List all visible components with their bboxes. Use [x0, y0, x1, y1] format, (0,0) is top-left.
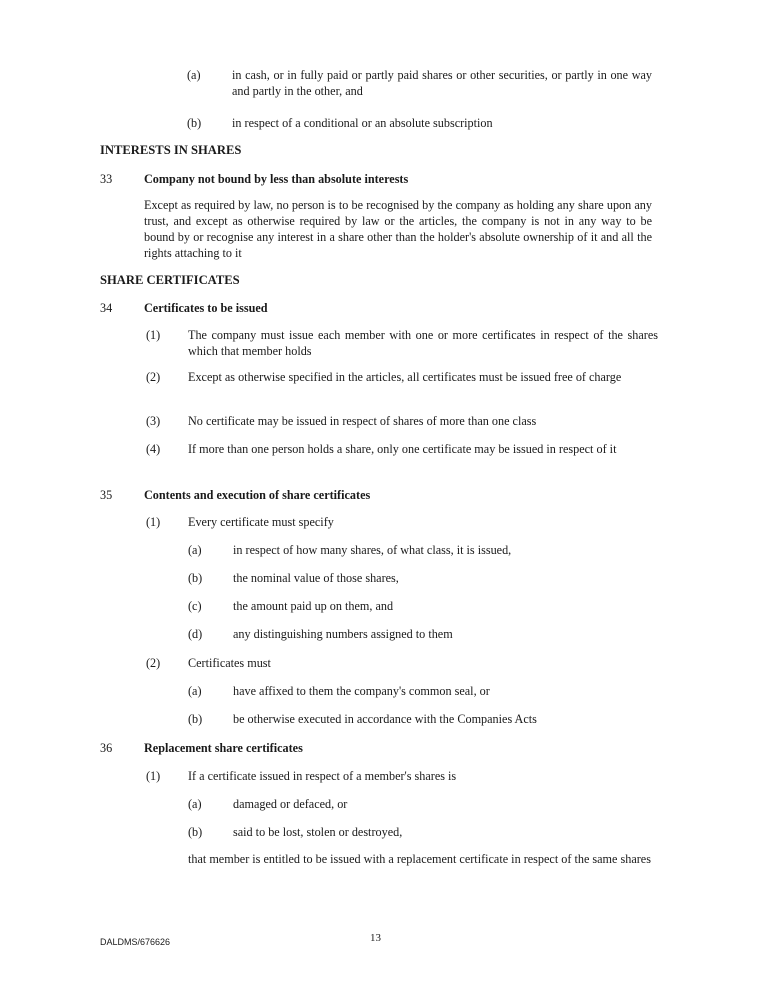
article-34-item-1-text: The company must issue each member with one or more certificates in respect of the shares which that member holds [188, 328, 658, 358]
article-35-p2-item-a-marker: (a) [188, 684, 202, 698]
article-35-number: 35 [100, 488, 113, 502]
footer-page-number: 13 [370, 932, 381, 944]
article-36-p1-item-a-marker: (a) [188, 797, 202, 811]
article-35-p1-item-b-text: the nominal value of those shares, [233, 571, 399, 585]
section-heading-interests: INTERESTS IN SHARES [100, 143, 242, 157]
article-34-item-2-marker: (2) [146, 370, 161, 384]
top-item-b-marker: (b) [187, 116, 202, 130]
article-36-p1-item-b-text: said to be lost, stolen or destroyed, [233, 825, 403, 839]
article-35-p2-marker: (2) [146, 656, 161, 670]
article-35-p1-item-a-marker: (a) [188, 543, 202, 557]
article-36-number: 36 [100, 741, 113, 755]
top-item-b-text: in respect of a conditional or an absolute subscription [232, 116, 493, 130]
article-34-item-3-marker: (3) [146, 414, 161, 428]
top-item-a-text: in cash, or in fully paid or partly paid shares or other securities, or partly in one way and partly in the other, and [232, 68, 652, 98]
article-35-p1-text: Every certificate must specify [188, 515, 334, 529]
article-34-item-3-text: No certificate may be issued in respect of shares of more than one class [188, 414, 537, 428]
top-item-a-marker: (a) [187, 68, 201, 82]
article-36-p1-item-a-text: damaged or defaced, or [233, 797, 348, 811]
article-33-body: Except as required by law, no person is to be recognised by the company as holding any share upon any trust, and except as otherwise required by law or the articles, the company is not in any way to be bound by or recognise any interest in a share other than the holder's absolute ownership of it and all the rights attaching to it [144, 198, 652, 260]
article-36-title: Replacement share certificates [144, 741, 303, 755]
article-34-item-4-text: If more than one person holds a share, only one certificate may be issued in respect of it [188, 442, 617, 456]
article-35-p2-text: Certificates must [188, 656, 271, 670]
article-34-item-1-marker: (1) [146, 328, 161, 342]
article-35-p1-item-d-text: any distinguishing numbers assigned to them [233, 627, 453, 641]
article-35-p1-item-c-marker: (c) [188, 599, 202, 613]
article-35-p1-item-d-marker: (d) [188, 627, 203, 641]
article-33-number: 33 [100, 172, 113, 186]
article-35-p1-item-a-text: in respect of how many shares, of what class, it is issued, [233, 543, 512, 557]
article-34-item-2-text: Except as otherwise specified in the articles, all certificates must be issued free of charge [188, 370, 622, 384]
article-36-p1-item-b-marker: (b) [188, 825, 203, 839]
footer-document-reference: DALDMS/676626 [100, 937, 171, 947]
article-33-title: Company not bound by less than absolute interests [144, 172, 409, 186]
article-35-p1-item-c-text: the amount paid up on them, and [233, 599, 394, 613]
article-34-item-4-marker: (4) [146, 442, 161, 456]
article-34-title: Certificates to be issued [144, 301, 268, 315]
article-35-p2-item-b-text: be otherwise executed in accordance with the Companies Acts [233, 712, 537, 726]
article-35-p1-marker: (1) [146, 515, 161, 529]
section-heading-certificates: SHARE CERTIFICATES [100, 273, 240, 287]
article-35-p2-item-b-marker: (b) [188, 712, 203, 726]
article-36-p1-text: If a certificate issued in respect of a member's shares is [188, 769, 457, 783]
article-34-number: 34 [100, 301, 113, 315]
article-35-p2-item-a-text: have affixed to them the company's common seal, or [233, 684, 490, 698]
article-36-p1-after: that member is entitled to be issued with a replacement certificate in respect of the same shares [188, 852, 651, 866]
article-35-p1-item-b-marker: (b) [188, 571, 203, 585]
article-35-title: Contents and execution of share certificates [144, 488, 371, 502]
article-36-p1-marker: (1) [146, 769, 161, 783]
